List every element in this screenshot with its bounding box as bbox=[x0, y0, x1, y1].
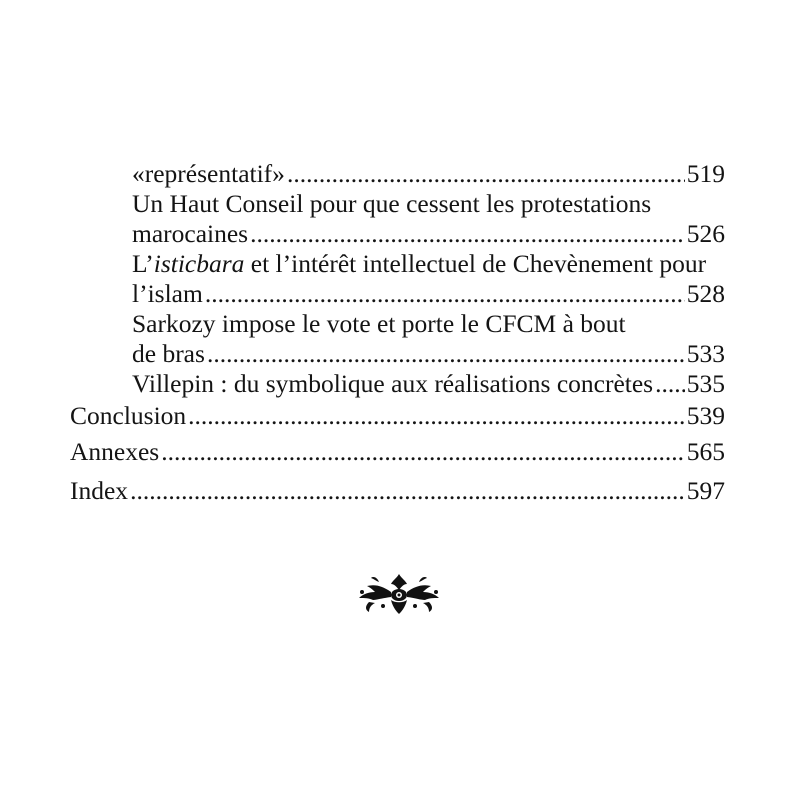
toc-entry-isticbara-line2[interactable] bbox=[70, 279, 725, 309]
toc-entry-index[interactable] bbox=[70, 472, 725, 509]
toc-page-number: 597 bbox=[686, 476, 725, 505]
toc-entry-haut-conseil-line2[interactable] bbox=[70, 219, 725, 249]
dot-leader bbox=[655, 369, 685, 399]
toc-entry-sarkozy-line2[interactable] bbox=[70, 339, 725, 369]
toc-page-number: 535 bbox=[686, 369, 725, 398]
toc-entry-title-continued: l’islam bbox=[132, 279, 203, 308]
dot-leader bbox=[161, 433, 685, 470]
dot-leader bbox=[207, 339, 685, 369]
toc-entry-representatif[interactable] bbox=[70, 159, 725, 189]
toc-entry-title-prefix: L’ bbox=[132, 249, 154, 278]
toc-page-number: 528 bbox=[686, 279, 725, 308]
toc-entry-title: Conclusion bbox=[70, 401, 187, 430]
toc-entry-title-rest: et l’intérêt intellectuel de Chevènement pour bbox=[244, 249, 707, 278]
toc-entry-title: «représentatif» bbox=[132, 159, 285, 188]
toc-page-number: 565 bbox=[686, 437, 725, 466]
toc-entry-title-italic: isticbara bbox=[153, 249, 245, 278]
toc-page-number: 539 bbox=[686, 401, 725, 430]
toc-page-number: 519 bbox=[686, 159, 725, 188]
toc-entry-title-continued: marocaines bbox=[132, 219, 249, 248]
toc-entry-isticbara-line1[interactable] bbox=[70, 249, 725, 279]
toc-page-number: 526 bbox=[686, 219, 725, 248]
dot-leader bbox=[287, 159, 685, 189]
table-of-contents bbox=[70, 159, 725, 509]
dot-leader bbox=[188, 401, 685, 431]
toc-entry-annexes[interactable] bbox=[70, 433, 725, 470]
dot-leader bbox=[130, 472, 685, 509]
toc-entry-title: Sarkozy impose le vote et porte le CFCM à bout bbox=[132, 309, 626, 338]
dot-leader bbox=[250, 219, 685, 249]
toc-page-number: 533 bbox=[686, 339, 725, 368]
toc-entry-title-continued: de bras bbox=[132, 339, 205, 368]
toc-entry-title: Index bbox=[70, 476, 129, 505]
toc-entry-title: Un Haut Conseil pour que cessent les protestations bbox=[132, 189, 652, 218]
toc-entry-sarkozy-line1[interactable] bbox=[70, 309, 725, 339]
toc-entry-haut-conseil-line1[interactable] bbox=[70, 189, 725, 219]
toc-entry-title: Villepin : du symbolique aux réalisations concrètes bbox=[132, 369, 654, 398]
dot-leader bbox=[205, 279, 685, 309]
toc-entry-title: Annexes bbox=[70, 437, 160, 466]
fleuron-ornament-icon bbox=[355, 570, 443, 616]
toc-entry-conclusion[interactable] bbox=[70, 401, 725, 431]
toc-entry-villepin[interactable] bbox=[70, 369, 725, 399]
